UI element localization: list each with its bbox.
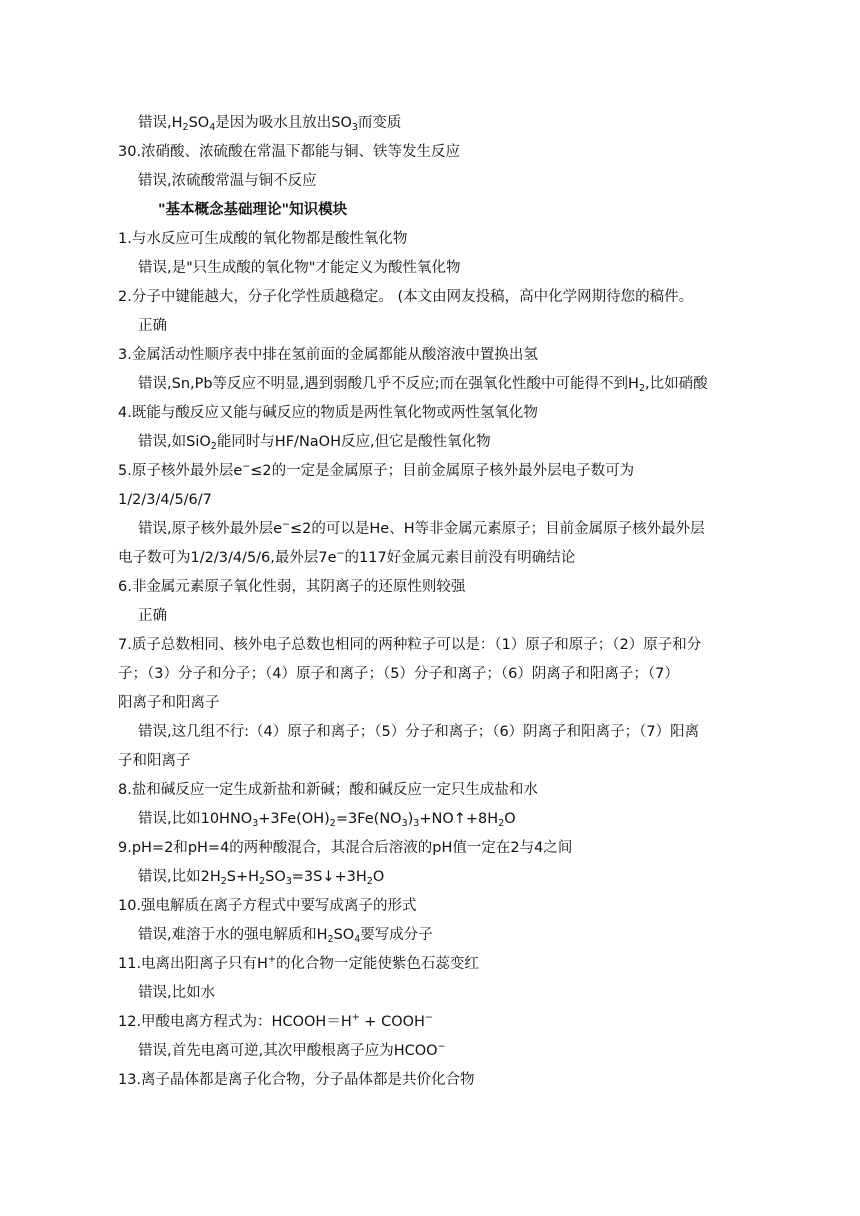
answer-line: 错误,浓硫酸常温与铜不反应 — [138, 173, 317, 189]
answer-line: 错误,首先电离可逆,其次甲酸根离子应为HCOO− — [138, 1041, 446, 1059]
statement-line: 8.盐和碱反应一定生成新盐和新碱；酸和碱反应一定只生成盐和水 — [118, 782, 538, 798]
statement-line: 2.分子中键能越大，分子化学性质越稳定。 (本文由网友投稿，高中化学网期待您的稿件。 — [118, 289, 694, 305]
statement-line: 1.与水反应可生成酸的氧化物都是酸性氧化物 — [118, 231, 408, 247]
statement-line: 1/2/3/4/5/6/7 — [118, 492, 212, 508]
answer-line: 错误,比如水 — [138, 985, 216, 1001]
statement-line: 11.电离出阳离子只有H+的化合物一定能使紫色石蕊变红 — [118, 954, 479, 972]
answer-line: 电子数可为1/2/3/4/5/6,最外层7e−的117好金属元素目前没有明确结论 — [118, 548, 576, 566]
statement-line: 3.金属活动性顺序表中排在氢前面的金属都能从酸溶液中置换出氢 — [118, 347, 538, 363]
statement-line: 30.浓硝酸、浓硫酸在常温下都能与铜、铁等发生反应 — [118, 144, 461, 160]
statement-line: 13.离子晶体都是离子化合物，分子晶体都是共价化合物 — [118, 1072, 475, 1088]
answer-line: 错误,如SiO$_2$能同时与HF/NaOH反应,但它是酸性氧化物 — [138, 434, 491, 452]
answer-line: 正确 — [138, 608, 167, 624]
answer-line: 正确 — [138, 318, 167, 334]
answer-line: 错误,Sn,Pb等反应不明显,遇到弱酸几乎不反应;而在强氧化性酸中可能得不到$H_2$,比如硝酸 — [138, 376, 708, 394]
section-heading: "基本概念基础理论"知识模块 — [158, 202, 348, 218]
statement-line: 6.非金属元素原子氧化性弱，其阴离子的还原性则较强 — [118, 579, 466, 595]
answer-line: 错误,难溶于水的强电解质和$H_2SO_4$要写成分子 — [138, 927, 433, 945]
answer-line: 错误$,H_2SO_4$是因为吸水且放出$SO_3$而变质 — [138, 115, 402, 133]
statement-line: 7.质子总数相同、核外电子总数也相同的两种粒子可以是：（1）原子和原子；（2）原子和分 — [118, 637, 702, 653]
statement-line: 9.pH=2和pH=4的两种酸混合，其混合后溶液的pH值一定在2与4之间 — [118, 840, 573, 856]
answer-line: 子和阳离子 — [118, 753, 191, 769]
statement-line: 5.原子核外最外层e−≤2的一定是金属原子；目前金属原子核外最外层电子数可为 — [118, 461, 635, 479]
statement-line: 4.既能与酸反应又能与碱反应的物质是两性氧化物或两性氢氧化物 — [118, 405, 538, 421]
answer-line: 错误,是"只生成酸的氧化物"才能定义为酸性氧化物 — [138, 260, 461, 276]
answer-line: 错误,原子核外最外层e−≤2的可以是He、H等非金属元素原子；目前金属原子核外最外层 — [138, 519, 705, 537]
statement-line: 10.强电解质在离子方程式中要写成离子的形式 — [118, 898, 417, 914]
statement-line: 阳离子和阳离子 — [118, 695, 220, 711]
answer-line: 错误,这几组不行:（4）原子和离子；（5）分子和离子；（6）阴离子和阳离子；（7）阳离 — [138, 724, 700, 740]
answer-line: 错误,比如$2H_2S+H_2SO_3=3S↓+3H_2O$ — [138, 869, 385, 887]
statement-line: 子；（3）分子和分子；（4）原子和离子；（5）分子和离子；（6）阴离子和阳离子；（7） — [118, 666, 679, 682]
answer-line: 错误,比如$10HNO_3+3Fe(OH)_2=3Fe(NO_3)_3+NO↑+8H_2O$ — [138, 811, 516, 829]
statement-line: 12.甲酸电离方程式为：HCOOH＝H+ + COOH− — [118, 1012, 433, 1030]
